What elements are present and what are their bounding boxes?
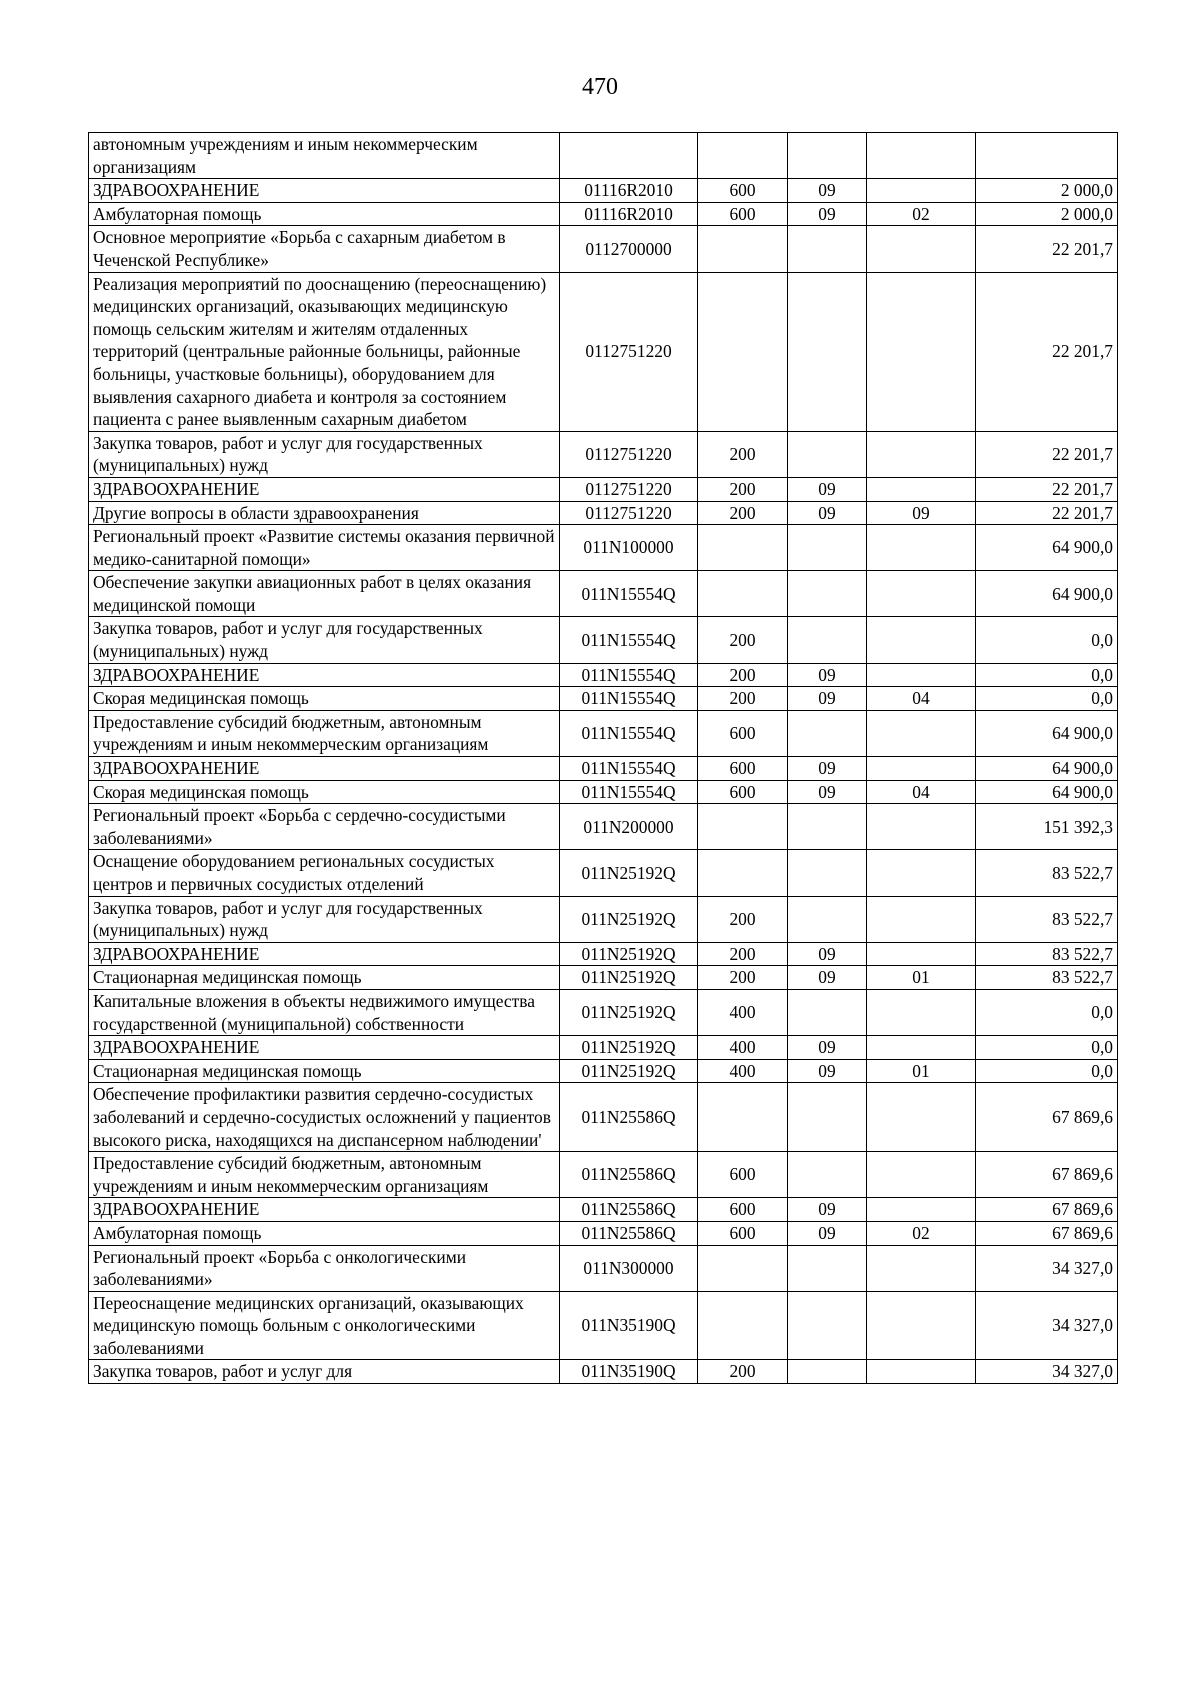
expense-type-code-cell: 200 xyxy=(698,663,788,687)
expense-name-cell: Закупка товаров, работ и услуг для государственных (муниципальных) нужд xyxy=(89,431,560,477)
budget-table xyxy=(88,132,1118,1384)
expense-name-cell: Обеспечение закупки авиационных работ в целях оказания медицинской помощи xyxy=(89,571,560,617)
target-article-code-cell: 011N35190Q xyxy=(560,1291,698,1360)
expense-name-cell: Переоснащение медицинских организаций, оказывающих медицинскую помощь больным с онкологическими заболеваниями xyxy=(89,1291,560,1360)
section-code-cell xyxy=(788,989,867,1035)
section-code-cell xyxy=(788,571,867,617)
table-row xyxy=(89,1036,1118,1060)
subsection-code-cell: 04 xyxy=(867,687,976,711)
subsection-code-cell xyxy=(867,1245,976,1291)
expense-name-cell: ЗДРАВООХРАНЕНИЕ xyxy=(89,757,560,781)
subsection-code-cell xyxy=(867,477,976,501)
expense-type-code-cell xyxy=(698,133,788,179)
subsection-code-cell: 02 xyxy=(867,202,976,226)
subsection-code-cell xyxy=(867,663,976,687)
section-code-cell xyxy=(788,1152,867,1198)
subsection-code-cell xyxy=(867,272,976,431)
expense-type-code-cell: 600 xyxy=(698,179,788,203)
subsection-code-cell xyxy=(867,1152,976,1198)
expense-type-code-cell xyxy=(698,850,788,896)
expense-type-code-cell: 200 xyxy=(698,477,788,501)
expense-name-cell: ЗДРАВООХРАНЕНИЕ xyxy=(89,477,560,501)
expense-name-cell: Региональный проект «Развитие системы оказания первичной медико-санитарной помощи» xyxy=(89,525,560,571)
expense-name-cell: Реализация мероприятий по дооснащению (переоснащению) медицинских организаций, оказывающих медицинскую помощь сельским жителям и жителям отдаленных территорий (центральные районные больницы, районные больницы, участковые больницы), оборудованием для выявления сахарного диабета и контроля за состоянием пациента с ранее выявленным сахарным диабетом xyxy=(89,272,560,431)
subsection-code-cell: 02 xyxy=(867,1221,976,1245)
budget-table-body xyxy=(89,133,1118,1384)
amount-cell xyxy=(976,133,1118,179)
expense-name-cell: Предоставление субсидий бюджетным, автономным учреждениям и иным некоммерческим организациям xyxy=(89,1152,560,1198)
target-article-code-cell: 0112751220 xyxy=(560,431,698,477)
table-row xyxy=(89,525,1118,571)
table-row xyxy=(89,942,1118,966)
table-row xyxy=(89,1198,1118,1222)
target-article-code-cell: 011N100000 xyxy=(560,525,698,571)
target-article-code-cell: 011N25586Q xyxy=(560,1083,698,1152)
amount-cell: 34 327,0 xyxy=(976,1360,1118,1384)
section-code-cell xyxy=(788,850,867,896)
expense-type-code-cell: 400 xyxy=(698,1036,788,1060)
section-code-cell: 09 xyxy=(788,179,867,203)
table-row xyxy=(89,757,1118,781)
table-row xyxy=(89,501,1118,525)
amount-cell: 22 201,7 xyxy=(976,272,1118,431)
subsection-code-cell xyxy=(867,1291,976,1360)
target-article-code-cell: 011N200000 xyxy=(560,804,698,850)
expense-type-code-cell: 400 xyxy=(698,1059,788,1083)
table-row xyxy=(89,617,1118,663)
subsection-code-cell xyxy=(867,804,976,850)
amount-cell: 22 201,7 xyxy=(976,501,1118,525)
expense-type-code-cell: 200 xyxy=(698,896,788,942)
expense-type-code-cell xyxy=(698,1083,788,1152)
target-article-code-cell: 011N25192Q xyxy=(560,966,698,990)
subsection-code-cell: 09 xyxy=(867,501,976,525)
table-row xyxy=(89,272,1118,431)
section-code-cell xyxy=(788,431,867,477)
expense-type-code-cell: 200 xyxy=(698,966,788,990)
expense-type-code-cell: 200 xyxy=(698,431,788,477)
expense-name-cell: Основное мероприятие «Борьба с сахарным диабетом в Чеченской Республике» xyxy=(89,226,560,272)
amount-cell: 0,0 xyxy=(976,989,1118,1035)
target-article-code-cell: 01116R2010 xyxy=(560,202,698,226)
target-article-code-cell: 011N25192Q xyxy=(560,896,698,942)
table-row xyxy=(89,804,1118,850)
section-code-cell: 09 xyxy=(788,942,867,966)
expense-type-code-cell: 200 xyxy=(698,942,788,966)
target-article-code-cell: 011N25192Q xyxy=(560,1059,698,1083)
table-row xyxy=(89,179,1118,203)
expense-type-code-cell xyxy=(698,525,788,571)
expense-type-code-cell xyxy=(698,272,788,431)
expense-name-cell: ЗДРАВООХРАНЕНИЕ xyxy=(89,942,560,966)
section-code-cell: 09 xyxy=(788,663,867,687)
subsection-code-cell xyxy=(867,1036,976,1060)
expense-name-cell: ЗДРАВООХРАНЕНИЕ xyxy=(89,1198,560,1222)
expense-name-cell: Скорая медицинская помощь xyxy=(89,780,560,804)
amount-cell: 83 522,7 xyxy=(976,942,1118,966)
amount-cell: 83 522,7 xyxy=(976,850,1118,896)
subsection-code-cell xyxy=(867,896,976,942)
expense-type-code-cell: 600 xyxy=(698,202,788,226)
section-code-cell xyxy=(788,525,867,571)
expense-name-cell: Региональный проект «Борьба с сердечно-сосудистыми заболеваниями» xyxy=(89,804,560,850)
amount-cell: 67 869,6 xyxy=(976,1152,1118,1198)
expense-name-cell: автономным учреждениям и иным некоммерческим организациям xyxy=(89,133,560,179)
expense-name-cell: Стационарная медицинская помощь xyxy=(89,966,560,990)
amount-cell: 2 000,0 xyxy=(976,202,1118,226)
expense-name-cell: Обеспечение профилактики развития сердечно-сосудистых заболеваний и сердечно-сосудистых осложнений у пациентов высокого риска, находящихся на диспансерном наблюдении' xyxy=(89,1083,560,1152)
subsection-code-cell xyxy=(867,989,976,1035)
amount-cell: 2 000,0 xyxy=(976,179,1118,203)
expense-name-cell: Предоставление субсидий бюджетным, автономным учреждениям и иным некоммерческим организациям xyxy=(89,710,560,756)
expense-type-code-cell: 200 xyxy=(698,501,788,525)
table-row xyxy=(89,710,1118,756)
expense-name-cell: ЗДРАВООХРАНЕНИЕ xyxy=(89,179,560,203)
expense-type-code-cell xyxy=(698,226,788,272)
subsection-code-cell xyxy=(867,617,976,663)
subsection-code-cell xyxy=(867,133,976,179)
section-code-cell xyxy=(788,1360,867,1384)
amount-cell: 0,0 xyxy=(976,687,1118,711)
table-row xyxy=(89,226,1118,272)
section-code-cell: 09 xyxy=(788,477,867,501)
table-row xyxy=(89,431,1118,477)
subsection-code-cell xyxy=(867,1083,976,1152)
amount-cell: 67 869,6 xyxy=(976,1083,1118,1152)
section-code-cell: 09 xyxy=(788,1036,867,1060)
target-article-code-cell: 011N15554Q xyxy=(560,617,698,663)
expense-type-code-cell: 600 xyxy=(698,757,788,781)
target-article-code-cell: 011N300000 xyxy=(560,1245,698,1291)
target-article-code-cell: 011N15554Q xyxy=(560,687,698,711)
amount-cell: 22 201,7 xyxy=(976,431,1118,477)
table-row xyxy=(89,1221,1118,1245)
amount-cell: 34 327,0 xyxy=(976,1245,1118,1291)
amount-cell: 22 201,7 xyxy=(976,477,1118,501)
target-article-code-cell: 0112751220 xyxy=(560,501,698,525)
section-code-cell xyxy=(788,710,867,756)
expense-name-cell: ЗДРАВООХРАНЕНИЕ xyxy=(89,663,560,687)
expense-type-code-cell xyxy=(698,804,788,850)
amount-cell: 64 900,0 xyxy=(976,525,1118,571)
section-code-cell xyxy=(788,804,867,850)
expense-type-code-cell xyxy=(698,1245,788,1291)
table-row xyxy=(89,1083,1118,1152)
section-code-cell: 09 xyxy=(788,757,867,781)
amount-cell: 22 201,7 xyxy=(976,226,1118,272)
table-row xyxy=(89,571,1118,617)
subsection-code-cell xyxy=(867,1360,976,1384)
target-article-code-cell xyxy=(560,133,698,179)
table-row xyxy=(89,477,1118,501)
table-row xyxy=(89,1360,1118,1384)
table-row xyxy=(89,850,1118,896)
amount-cell: 83 522,7 xyxy=(976,966,1118,990)
subsection-code-cell: 01 xyxy=(867,966,976,990)
expense-name-cell: Капитальные вложения в объекты недвижимого имущества государственной (муниципальной) собственности xyxy=(89,989,560,1035)
subsection-code-cell xyxy=(867,431,976,477)
section-code-cell: 09 xyxy=(788,687,867,711)
target-article-code-cell: 0112751220 xyxy=(560,272,698,431)
expense-type-code-cell: 600 xyxy=(698,1152,788,1198)
table-row xyxy=(89,780,1118,804)
table-row xyxy=(89,687,1118,711)
subsection-code-cell xyxy=(867,710,976,756)
target-article-code-cell: 011N35190Q xyxy=(560,1360,698,1384)
section-code-cell xyxy=(788,896,867,942)
target-article-code-cell: 011N15554Q xyxy=(560,757,698,781)
subsection-code-cell: 04 xyxy=(867,780,976,804)
amount-cell: 67 869,6 xyxy=(976,1221,1118,1245)
amount-cell: 64 900,0 xyxy=(976,780,1118,804)
amount-cell: 151 392,3 xyxy=(976,804,1118,850)
subsection-code-cell xyxy=(867,179,976,203)
subsection-code-cell xyxy=(867,571,976,617)
section-code-cell xyxy=(788,1083,867,1152)
amount-cell: 67 869,6 xyxy=(976,1198,1118,1222)
table-row xyxy=(89,1152,1118,1198)
table-row xyxy=(89,896,1118,942)
subsection-code-cell xyxy=(867,226,976,272)
section-code-cell xyxy=(788,226,867,272)
amount-cell: 0,0 xyxy=(976,1036,1118,1060)
table-row xyxy=(89,133,1118,179)
expense-type-code-cell: 600 xyxy=(698,1221,788,1245)
target-article-code-cell: 011N25192Q xyxy=(560,989,698,1035)
expense-type-code-cell: 400 xyxy=(698,989,788,1035)
expense-name-cell: Скорая медицинская помощь xyxy=(89,687,560,711)
table-row xyxy=(89,1291,1118,1360)
expense-name-cell: Региональный проект «Борьба с онкологическими заболеваниями» xyxy=(89,1245,560,1291)
table-row xyxy=(89,966,1118,990)
target-article-code-cell: 01116R2010 xyxy=(560,179,698,203)
expense-type-code-cell xyxy=(698,571,788,617)
amount-cell: 64 900,0 xyxy=(976,710,1118,756)
subsection-code-cell xyxy=(867,850,976,896)
amount-cell: 0,0 xyxy=(976,663,1118,687)
expense-name-cell: Оснащение оборудованием региональных сосудистых центров и первичных сосудистых отделений xyxy=(89,850,560,896)
target-article-code-cell: 011N15554Q xyxy=(560,780,698,804)
target-article-code-cell: 011N25192Q xyxy=(560,942,698,966)
section-code-cell xyxy=(788,133,867,179)
expense-name-cell: Закупка товаров, работ и услуг для xyxy=(89,1360,560,1384)
expense-type-code-cell: 600 xyxy=(698,710,788,756)
section-code-cell xyxy=(788,1245,867,1291)
target-article-code-cell: 011N25192Q xyxy=(560,850,698,896)
section-code-cell: 09 xyxy=(788,966,867,990)
table-row xyxy=(89,663,1118,687)
subsection-code-cell xyxy=(867,757,976,781)
section-code-cell xyxy=(788,1291,867,1360)
target-article-code-cell: 011N15554Q xyxy=(560,571,698,617)
target-article-code-cell: 011N25586Q xyxy=(560,1221,698,1245)
expense-type-code-cell xyxy=(698,1291,788,1360)
expense-name-cell: Закупка товаров, работ и услуг для государственных (муниципальных) нужд xyxy=(89,896,560,942)
expense-type-code-cell: 600 xyxy=(698,1198,788,1222)
expense-name-cell: ЗДРАВООХРАНЕНИЕ xyxy=(89,1036,560,1060)
expense-name-cell: Другие вопросы в области здравоохранения xyxy=(89,501,560,525)
table-row xyxy=(89,1245,1118,1291)
section-code-cell: 09 xyxy=(788,501,867,525)
expense-name-cell: Амбулаторная помощь xyxy=(89,202,560,226)
target-article-code-cell: 011N25192Q xyxy=(560,1036,698,1060)
subsection-code-cell: 01 xyxy=(867,1059,976,1083)
target-article-code-cell: 011N25586Q xyxy=(560,1198,698,1222)
target-article-code-cell: 011N15554Q xyxy=(560,710,698,756)
target-article-code-cell: 011N25586Q xyxy=(560,1152,698,1198)
section-code-cell: 09 xyxy=(788,1221,867,1245)
expense-type-code-cell: 200 xyxy=(698,687,788,711)
subsection-code-cell xyxy=(867,942,976,966)
expense-name-cell: Амбулаторная помощь xyxy=(89,1221,560,1245)
section-code-cell: 09 xyxy=(788,780,867,804)
expense-name-cell: Закупка товаров, работ и услуг для государственных (муниципальных) нужд xyxy=(89,617,560,663)
amount-cell: 83 522,7 xyxy=(976,896,1118,942)
amount-cell: 64 900,0 xyxy=(976,757,1118,781)
table-row xyxy=(89,1059,1118,1083)
page-number: 470 xyxy=(582,74,618,100)
section-code-cell xyxy=(788,272,867,431)
section-code-cell xyxy=(788,617,867,663)
target-article-code-cell: 011N15554Q xyxy=(560,663,698,687)
section-code-cell: 09 xyxy=(788,1198,867,1222)
expense-type-code-cell: 200 xyxy=(698,1360,788,1384)
amount-cell: 34 327,0 xyxy=(976,1291,1118,1360)
target-article-code-cell: 0112700000 xyxy=(560,226,698,272)
expense-name-cell: Стационарная медицинская помощь xyxy=(89,1059,560,1083)
expense-type-code-cell: 200 xyxy=(698,617,788,663)
amount-cell: 64 900,0 xyxy=(976,571,1118,617)
subsection-code-cell xyxy=(867,525,976,571)
amount-cell: 0,0 xyxy=(976,617,1118,663)
target-article-code-cell: 0112751220 xyxy=(560,477,698,501)
expense-type-code-cell: 600 xyxy=(698,780,788,804)
table-row xyxy=(89,989,1118,1035)
subsection-code-cell xyxy=(867,1198,976,1222)
section-code-cell: 09 xyxy=(788,1059,867,1083)
table-row xyxy=(89,202,1118,226)
section-code-cell: 09 xyxy=(788,202,867,226)
amount-cell: 0,0 xyxy=(976,1059,1118,1083)
